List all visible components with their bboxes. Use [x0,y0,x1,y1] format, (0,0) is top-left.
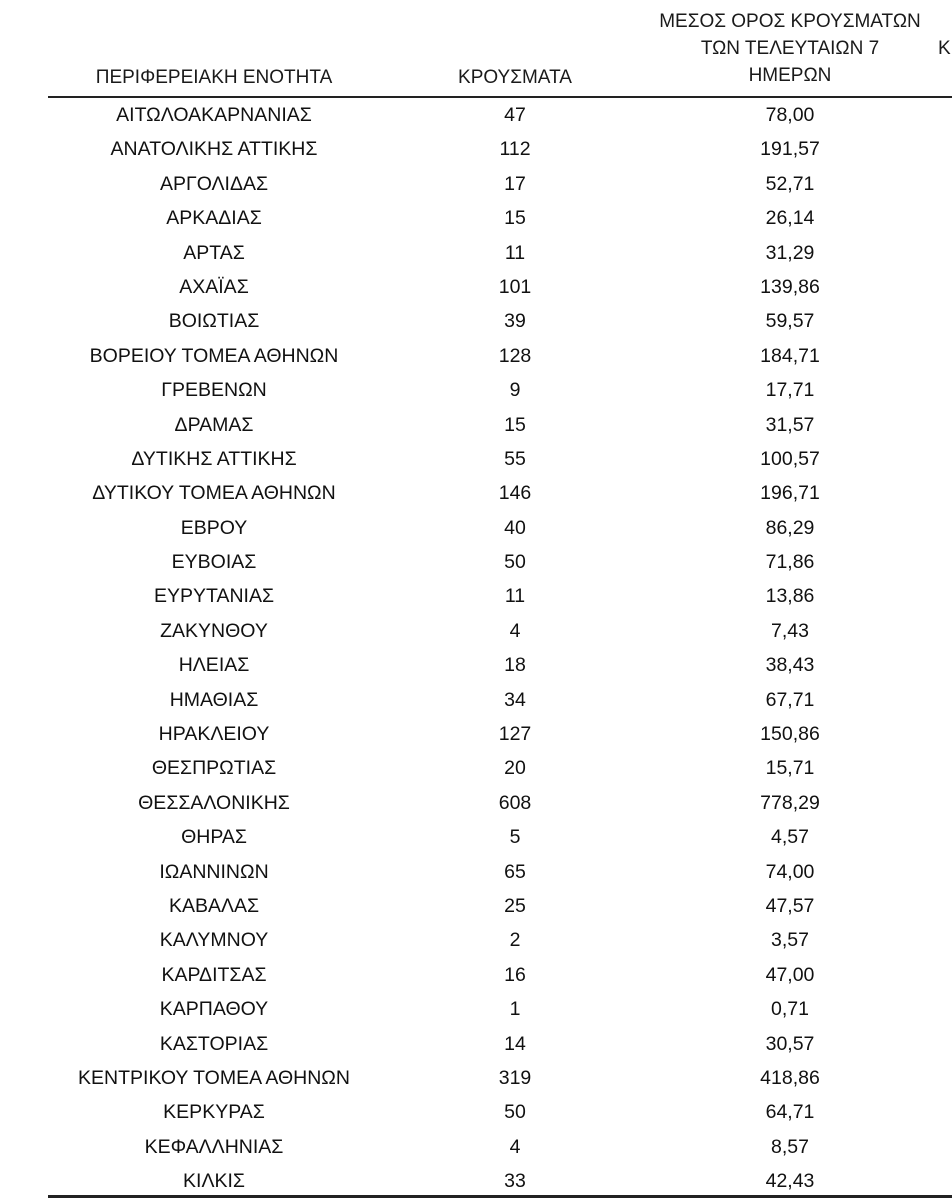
average-cell: 8,57 [771,1135,809,1158]
cases-cell: 20 [504,757,526,780]
region-cell: ΚΕΝΤΡΙΚΟΥ ΤΟΜΕΑ ΑΘΗΝΩΝ [78,1066,350,1089]
cases-cell: 14 [504,1032,526,1055]
table-row [0,958,952,992]
cases-cell: 101 [498,275,532,298]
average-cell: 0,71 [771,998,809,1021]
table-row [0,786,952,820]
region-cell: ΓΡΕΒΕΝΩΝ [161,379,267,402]
region-cell: ΑΡΤΑΣ [183,241,245,264]
average-cell: 47,57 [765,894,815,917]
cases-cell: 33 [504,1170,526,1193]
cases-cell: 50 [504,1101,526,1124]
column-header-cut-off: Κ [938,38,951,59]
region-cell: ΑΝΑΤΟΛΙΚΗΣ ΑΤΤΙΚΗΣ [110,138,318,161]
table-row [0,339,952,373]
column-header-avg-line-3: ΗΜΕΡΩΝ [748,65,832,86]
region-cell: ΚΑΒΑΛΑΣ [168,894,260,917]
region-cell: ΑΧΑΪΑΣ [179,275,249,298]
column-header-seven-day-average [640,8,940,89]
region-cell: ΚΑΡΔΙΤΣΑΣ [161,963,267,986]
cases-cell: 128 [498,344,532,367]
table-row [0,1061,952,1095]
region-cell: ΚΙΛΚΙΣ [183,1170,245,1193]
cases-cell: 15 [504,207,526,230]
average-cell: 26,14 [765,207,815,230]
average-cell: 17,71 [765,379,815,402]
table-row [0,855,952,889]
table-row [0,1164,952,1198]
average-cell: 71,86 [765,551,815,574]
region-cell: ΔΡΑΜΑΣ [174,413,254,436]
region-cell: ΕΥΡΥΤΑΝΙΑΣ [153,585,275,608]
cases-cell: 40 [504,516,526,539]
average-cell: 52,71 [765,172,815,195]
average-cell: 100,57 [760,447,820,470]
table-row [0,717,952,751]
average-cell: 47,00 [765,963,815,986]
region-cell: ΑΡΓΟΛΙΔΑΣ [159,172,269,195]
region-cell: ΚΑΣΤΟΡΙΑΣ [159,1032,269,1055]
cases-cell: 34 [504,688,526,711]
table-row [0,751,952,785]
cases-cell: 11 [504,241,526,264]
region-cell: ΒΟΡΕΙΟΥ ΤΟΜΕΑ ΑΘΗΝΩΝ [89,344,339,367]
table-row [0,270,952,304]
table-row [0,304,952,338]
average-cell: 67,71 [765,688,815,711]
average-cell: 74,00 [765,860,815,883]
column-header-avg-line-1: ΜΕΣΟΣ ΟΡΟΣ ΚΡΟΥΣΜΑΤΩΝ [659,11,921,32]
average-cell: 13,86 [765,585,815,608]
cases-cell: 25 [504,894,526,917]
table-row [0,98,952,132]
region-cell: ΔΥΤΙΚΟΥ ΤΟΜΕΑ ΑΘΗΝΩΝ [92,482,336,505]
average-cell: 184,71 [760,344,820,367]
region-cell: ΑΡΚΑΔΙΑΣ [166,207,262,230]
cases-cell: 47 [504,104,526,126]
table-row [0,889,952,923]
table-row [0,167,952,201]
average-cell: 64,71 [765,1101,815,1124]
table-row [0,373,952,407]
region-cell: ΘΕΣΣΑΛΟΝΙΚΗΣ [138,791,290,814]
cases-cell: 608 [498,791,532,814]
table-row [0,201,952,235]
region-cell: ΑΙΤΩΛΟΑΚΑΡΝΑΝΙΑΣ [116,104,312,126]
table-row [0,408,952,442]
table-row [0,511,952,545]
cases-cell: 112 [499,138,531,161]
region-cell: ΚΕΡΚΥΡΑΣ [163,1101,265,1124]
region-cell: ΗΡΑΚΛΕΙΟΥ [158,723,270,746]
table-row [0,476,952,510]
average-cell: 38,43 [765,654,815,677]
region-cell: ΙΩΑΝΝΙΝΩΝ [159,860,269,883]
average-cell: 78,00 [765,104,815,126]
average-cell: 86,29 [765,516,815,539]
table-row [0,545,952,579]
region-cell: ΘΗΡΑΣ [181,826,247,849]
cases-cell: 16 [504,963,526,986]
cases-cell: 4 [509,619,521,642]
average-cell: 139,86 [760,275,820,298]
cases-cell: 4 [509,1135,521,1158]
region-cell: ΗΛΕΙΑΣ [178,654,250,677]
column-header-cases: ΚΡΟΥΣΜΑΤΑ [458,67,572,88]
region-cell: ΕΒΡΟΥ [180,516,248,539]
region-cell: ΔΥΤΙΚΗΣ ΑΤΤΙΚΗΣ [131,447,297,470]
cases-cell: 39 [504,310,526,333]
average-cell: 59,57 [765,310,815,333]
table-row [0,683,952,717]
table-bottom-divider [48,1195,952,1198]
average-cell: 3,57 [771,929,809,952]
cases-cell: 15 [504,413,526,436]
average-cell: 31,57 [765,413,815,436]
cases-cell: 18 [504,654,526,677]
average-cell: 30,57 [765,1032,815,1055]
cases-cell: 11 [504,585,526,608]
table-row [0,820,952,854]
average-cell: 42,43 [765,1170,815,1193]
cases-cell: 146 [498,482,532,505]
region-cell: ΖΑΚΥΝΘΟΥ [160,619,268,642]
column-header-region: ΠΕΡΙΦΕΡΕΙΑΚΗ ΕΝΟΤΗΤΑ [95,67,333,88]
table-row [0,1027,952,1061]
average-cell: 15,71 [765,757,815,780]
cases-cell: 2 [509,929,521,952]
table-row [0,1130,952,1164]
table-row [0,614,952,648]
average-cell: 418,86 [760,1066,820,1089]
region-cell: ΕΥΒΟΙΑΣ [171,551,257,574]
table-row [0,132,952,166]
table-row [0,442,952,476]
region-cell: ΚΑΛΥΜΝΟΥ [159,929,269,952]
average-cell: 4,57 [771,826,809,849]
table-body [0,98,952,1199]
column-header-avg-line-2: ΤΩΝ ΤΕΛΕΥΤΑΙΩΝ 7 [700,38,880,59]
average-cell: 150,86 [760,723,820,746]
region-cell: ΘΕΣΠΡΩΤΙΑΣ [151,757,277,780]
average-cell: 7,43 [771,619,809,642]
region-cell: ΚΑΡΠΑΘΟΥ [159,998,269,1021]
table-row [0,923,952,957]
average-cell: 31,29 [765,241,815,264]
cases-cell: 319 [498,1066,532,1089]
average-cell: 191,57 [760,138,820,161]
table-row [0,992,952,1026]
region-cell: ΗΜΑΘΙΑΣ [169,688,259,711]
table-row [0,579,952,613]
table-row [0,1095,952,1129]
table-row [0,236,952,270]
table-row [0,648,952,682]
cases-cell: 9 [509,379,521,402]
average-cell: 196,71 [760,482,820,505]
region-cell: ΚΕΦΑΛΛΗΝΙΑΣ [144,1135,284,1158]
cases-cell: 55 [504,447,526,470]
cases-cell: 5 [509,826,521,849]
cases-cell: 65 [504,860,526,883]
cases-cell: 127 [498,723,532,746]
average-cell: 778,29 [760,791,820,814]
region-cell: ΒΟΙΩΤΙΑΣ [168,310,260,333]
cases-cell: 50 [504,551,526,574]
cases-cell: 17 [504,172,526,195]
cases-cell: 1 [509,998,521,1021]
